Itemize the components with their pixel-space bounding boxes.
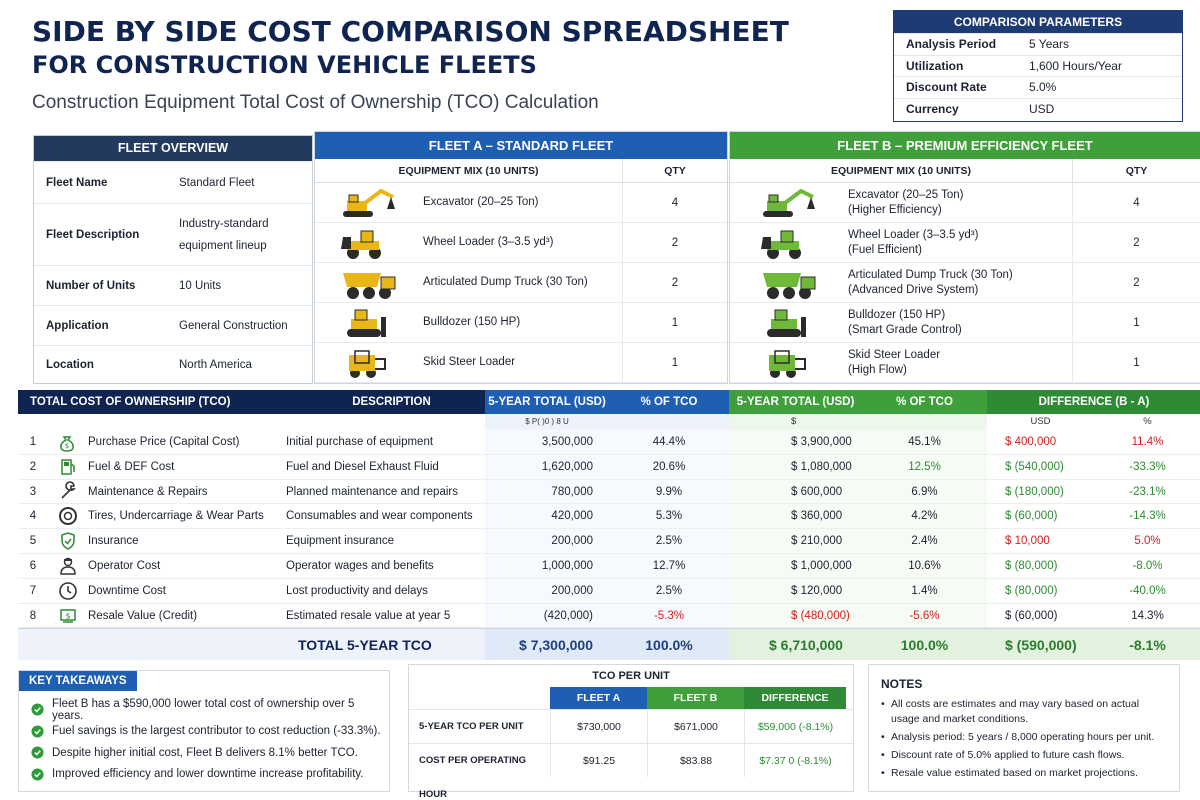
overview-row [34,305,312,345]
equipment-name-text: Bulldozer (150 HP) [848,308,946,321]
equipment-row [730,263,1200,303]
cost-description: Estimated resale value at year 5 [286,609,451,622]
takeaways-header: KEY TAKEAWAYS [19,671,137,691]
equipment-subtitle: (Fuel Efficient) [848,243,922,256]
excavator-icon [730,187,848,219]
fleet-a-pct-header: % OF TCO [609,390,729,414]
overview-row [34,203,312,265]
per-unit-difference-header: DIFFERENCE [744,687,846,709]
fleet-a-total-pct: 100.0% [609,629,729,660]
overview-value: North America [179,358,252,371]
check-circle-icon [31,746,44,759]
cost-category: Purchase Price (Capital Cost) [88,436,240,448]
param-label: Analysis Period [906,37,997,51]
fleet-b-pct: 12.5% [862,455,987,479]
difference-value: $ (540,000) [1005,460,1064,473]
fleet-b-header: FLEET B – PREMIUM EFFICIENCY FLEET [730,132,1200,159]
fleet-a-total: $ 7,300,000 [485,629,609,660]
difference-pct-label: % [1143,416,1152,427]
title-line-2: FOR CONSTRUCTION VEHICLE FLEETS [32,51,537,79]
equipment-name-text: Articulated Dump Truck (30 Ton) [423,276,588,288]
equipment-name [848,188,1072,218]
fleet-a-value: 200,000 [485,529,609,553]
cost-description: Planned maintenance and repairs [286,485,458,498]
excavator-icon [315,187,423,219]
equipment-name [423,195,622,210]
cost-description: Fuel and Diesel Exhaust Fluid [286,460,439,473]
fleet-a-value: 1,620,000 [485,455,609,479]
cost-description: Operator wages and benefits [286,559,434,572]
per-unit-fleet-a-header: FLEET A [550,687,647,709]
equipment-row [315,303,727,343]
difference-pct: -23.1% [1129,485,1166,498]
equipment-row [315,263,727,303]
equipment-qty: 1 [1072,303,1200,342]
takeaway-text: Improved efficiency and lower downtime increase profitability. [52,768,364,781]
cost-description: Equipment insurance [286,535,395,548]
equipment-name-text: Wheel Loader (3–3.5 yd³) [423,236,554,248]
fleet-b-pct: -5.6% [862,604,987,628]
equipment-name [848,268,1072,298]
equipment-name [848,308,1072,338]
equipment-subtitle: (Advanced Drive System) [848,283,979,296]
per-unit-difference: $59,000 (-8.1%) [744,710,846,743]
check-circle-icon [31,725,44,738]
fleet-a-unit-label: $ P( )0 ) 8 U [485,414,609,430]
cost-category: Operator Cost [88,559,161,572]
per-unit-row [409,709,853,743]
fleet-b-value: $ 600,000 [729,480,862,504]
fleet-a-pct: 20.6% [609,455,729,479]
overview-label: Fleet Name [46,176,108,189]
parameters-header: COMPARISON PARAMETERS [894,11,1182,33]
difference-pct: -40.0% [1129,584,1166,597]
fleet-b-pct: 4.2% [862,504,987,528]
equipment-name-text: Skid Steer Loader [423,356,516,368]
equipment-mix-label: EQUIPMENT MIX (10 UNITS) [398,165,539,177]
overview-row [34,161,312,203]
fleet-b-value: $ 360,000 [729,504,862,528]
difference-value: $ (80,000) [1005,584,1058,597]
equipment-name-text: Excavator (20–25 Ton) [848,188,964,201]
fleet-a-subheader [315,159,727,183]
fleet-b-pct: 2.4% [862,529,987,553]
fleet-b-value: $ 1,080,000 [729,455,862,479]
notes-panel [868,664,1180,792]
overview-label: Number of Units [46,279,136,292]
clock-icon [48,579,88,603]
cost-description: Consumables and wear components [286,510,473,523]
fleet-a-value: 200,000 [485,579,609,603]
equipment-name [423,235,622,250]
per-unit-label: COST PER OPERATING HOUR [419,755,526,800]
overview-value: Industry-standard equipment lineup [179,217,269,252]
qty-label: QTY [1072,159,1200,182]
check-circle-icon [31,703,44,716]
fleet-b-panel [729,131,1200,384]
equipment-name-text: Wheel Loader (3–3.5 yd³) [848,228,979,241]
overview-label: Location [46,358,94,371]
fleet-a-value: (420,000) [485,604,609,628]
difference-pct: 5.0% [1134,535,1161,548]
svg-text:$: $ [65,611,71,621]
per-unit-title: TCO PER UNIT [592,670,670,682]
takeaway-text: Despite higher initial cost, Fleet B delivers 8.1% better TCO. [52,746,358,759]
param-row [894,33,1182,55]
fleet-b-unit-label: $ [729,414,862,430]
dump-truck-icon [315,267,423,299]
param-row [894,98,1182,120]
wheel-loader-icon [315,227,423,259]
cash-icon [48,604,88,628]
note-item: • All costs are estimates and may vary based on actual usage and market conditions. [881,697,1167,727]
fuel-pump-icon [48,455,88,479]
fleet-b-value: $ (480,000) [729,604,862,628]
equipment-qty: 2 [622,263,727,302]
equipment-subtitle: (Higher Efficiency) [848,203,942,216]
param-value: 5.0% [1029,80,1057,94]
difference-pct: 14.3% [1131,609,1164,622]
fleet-b-value: $ 120,000 [729,579,862,603]
overview-value: Standard Fleet [179,176,255,189]
equipment-qty: 1 [1072,343,1200,382]
per-unit-header-row [550,687,853,709]
tco-description-header: DESCRIPTION [298,390,485,414]
param-label: Currency [906,101,959,116]
equipment-row [315,223,727,263]
key-takeaways [18,670,390,792]
cost-description: Lost productivity and delays [286,584,428,597]
fleet-a-pct: -5.3% [609,604,729,628]
cost-category: Maintenance & Repairs [88,485,208,498]
fleet-b-total: $ 6,710,000 [729,629,862,660]
tco-row [18,579,1200,604]
difference-value: $ (180,000) [1005,485,1064,498]
per-unit-fleet-b: $671,000 [647,710,744,743]
difference-value: $ 400,000 [1005,436,1057,448]
difference-total: $ (590,000) [987,629,1094,660]
fleet-a-pct: 2.5% [609,529,729,553]
fleet-b-pct: 45.1% [862,430,987,454]
fleet-a-pct: 44.4% [609,430,729,454]
cost-category: Downtime Cost [88,584,166,597]
difference-value: $ (60,000) [1005,609,1058,622]
equipment-name-text: Bulldozer (150 HP) [423,316,521,328]
equipment-row [315,183,727,223]
equipment-row [730,223,1200,263]
page-subtitle: Construction Equipment Total Cost of Ownership (TCO) Calculation [32,92,599,113]
skid-steer-icon [315,347,423,379]
fleet-b-total-header: 5-YEAR TOTAL (USD) [729,390,862,414]
fleet-b-value: $ 210,000 [729,529,862,553]
param-label: Utilization [906,58,964,73]
per-unit-label: 5-YEAR TCO PER UNIT [419,721,524,732]
dump-truck-icon [730,267,848,299]
skid-steer-icon [730,347,848,379]
difference-total-pct: -8.1% [1094,629,1200,660]
fleet-b-pct: 6.9% [862,480,987,504]
tco-category-header: TOTAL COST OF OWNERSHIP (TCO) [18,390,298,414]
fleet-a-total-header: 5-YEAR TOTAL (USD) [485,390,609,414]
bulldozer-icon [730,307,848,339]
equipment-name [848,348,1072,378]
overview-value: 10 Units [179,279,222,292]
fleet-a-value: 1,000,000 [485,554,609,578]
equipment-qty: 4 [622,183,727,222]
fleet-b-value: $ 1,000,000 [729,554,862,578]
tire-icon [48,504,88,528]
row-number: 7 [29,584,37,597]
difference-value: $ (60,000) [1005,510,1058,523]
wheel-loader-icon [730,227,848,259]
fleet-a-header: FLEET A – STANDARD FLEET [315,132,727,159]
fleet-a-pct: 5.3% [609,504,729,528]
fleet-a-value: 420,000 [485,504,609,528]
note-item: • Analysis period: 5 years / 8,000 operating hours per unit. [881,730,1167,745]
param-value: USD [1029,101,1055,116]
tco-row [18,604,1200,629]
tco-row [18,504,1200,529]
param-row [894,76,1182,98]
difference-pct: 11.4% [1131,436,1164,448]
equipment-qty: 4 [1072,183,1200,222]
difference-pct: -8.0% [1132,559,1163,572]
cost-category: Fuel & DEF Cost [88,460,175,473]
equipment-qty: 1 [622,343,727,382]
note-item: • Discount rate of 5.0% applied to future cash flows. [881,748,1167,763]
tco-table [18,390,1200,655]
equipment-name [423,275,622,290]
fleet-b-pct: 10.6% [862,554,987,578]
row-number: 8 [29,609,37,622]
fleet-b-total-pct: 100.0% [862,629,987,660]
svg-text:$: $ [64,441,70,450]
takeaway-item [31,721,383,743]
per-unit-difference: $7.37 0 (-8.1%) [744,744,846,777]
equipment-name-text: Articulated Dump Truck (30 Ton) [848,268,1013,281]
param-row [894,55,1182,77]
overview-row [34,265,312,305]
wrench-icon [48,480,88,504]
overview-row [34,345,312,383]
equipment-qty: 1 [622,303,727,342]
takeaway-item [31,742,383,764]
tco-subheader-row [18,414,1200,430]
equipment-row [730,343,1200,383]
row-number: 5 [29,535,37,548]
equipment-name [848,228,1072,258]
equipment-subtitle: (Smart Grade Control) [848,323,962,336]
tco-row [18,480,1200,505]
row-number: 3 [29,485,37,498]
fleet-a-pct: 2.5% [609,579,729,603]
per-unit-row [409,743,853,800]
cost-description: Initial purchase of equipment [286,436,434,448]
per-unit-fleet-b: $83.88 [647,744,744,777]
fleet-a-panel [314,131,728,384]
operator-icon [48,554,88,578]
equipment-qty: 2 [1072,223,1200,262]
fleet-a-pct: 12.7% [609,554,729,578]
fleet-b-pct: 1.4% [862,579,987,603]
takeaway-item [31,699,383,721]
title-line-1: SIDE BY SIDE COST COMPARISON SPREADSHEET [32,15,789,48]
note-item: • Resale value estimated based on market projections. [881,766,1167,781]
equipment-name-text: Excavator (20–25 Ton) [423,196,539,208]
fleet-a-value: 780,000 [485,480,609,504]
param-value: 5 Years [1029,37,1070,51]
equipment-name [423,355,622,370]
equipment-subtitle: (High Flow) [848,363,907,376]
overview-header: FLEET OVERVIEW [34,136,312,161]
per-unit-fleet-a: $730,000 [550,710,647,743]
equipment-row [730,303,1200,343]
row-number: 6 [29,559,37,572]
cost-category: Resale Value (Credit) [88,609,198,622]
row-number: 4 [29,510,37,523]
overview-label: Fleet Description [46,228,140,241]
overview-value: General Construction [179,319,288,332]
comparison-parameters [893,10,1183,122]
equipment-name-text: Skid Steer Loader [848,348,941,361]
takeaway-text: Fuel savings is the largest contributor to cost reduction (-33.3%). [52,725,381,738]
equipment-qty: 2 [622,223,727,262]
fleet-overview [33,135,313,384]
bulldozer-icon [315,307,423,339]
fleet-b-subheader [730,159,1200,183]
tco-total-row [18,628,1200,660]
per-unit-fleet-a: $91.25 [550,744,647,777]
tco-row [18,554,1200,579]
tco-row [18,455,1200,480]
tco-row [18,529,1200,554]
equipment-row [315,343,727,383]
tco-header-row [18,390,1200,414]
tco-per-unit [408,664,854,800]
fleet-b-value: $ 3,900,000 [729,430,862,454]
difference-pct: -33.3% [1129,460,1166,473]
row-number: 2 [29,460,37,473]
equipment-qty: 2 [1072,263,1200,302]
param-value: 1,600 Hours/Year [1029,58,1122,73]
page-title [32,14,872,80]
fleet-b-pct-header: % OF TCO [862,390,987,414]
check-circle-icon [31,768,44,781]
difference-value: $ (80,000) [1005,559,1058,572]
overview-label: Application [46,319,109,332]
equipment-mix-label: EQUIPMENT MIX (10 UNITS) [830,165,971,177]
param-label: Discount Rate [906,80,987,94]
notes-header: NOTES [881,677,923,691]
equipment-name [423,315,622,330]
cost-category: Insurance [88,535,139,548]
cost-category: Tires, Undercarriage & Wear Parts [88,510,264,523]
qty-label: QTY [622,159,727,182]
difference-pct: -14.3% [1129,510,1166,523]
shield-check-icon [48,529,88,553]
row-number: 1 [29,436,37,448]
tco-row [18,430,1200,455]
difference-header: DIFFERENCE (B - A) [987,390,1200,414]
money-bag-icon [48,430,88,454]
equipment-row [730,183,1200,223]
difference-usd-label: USD [1030,416,1051,427]
total-label: TOTAL 5-YEAR TCO [18,629,485,660]
fleet-a-pct: 9.9% [609,480,729,504]
takeaway-item [31,764,383,786]
takeaway-text: Fleet B has a $590,000 lower total cost of ownership over 5 years. [52,697,355,722]
difference-value: $ 10,000 [1005,535,1050,548]
fleet-a-value: 3,500,000 [485,430,609,454]
per-unit-fleet-b-header: FLEET B [647,687,744,709]
